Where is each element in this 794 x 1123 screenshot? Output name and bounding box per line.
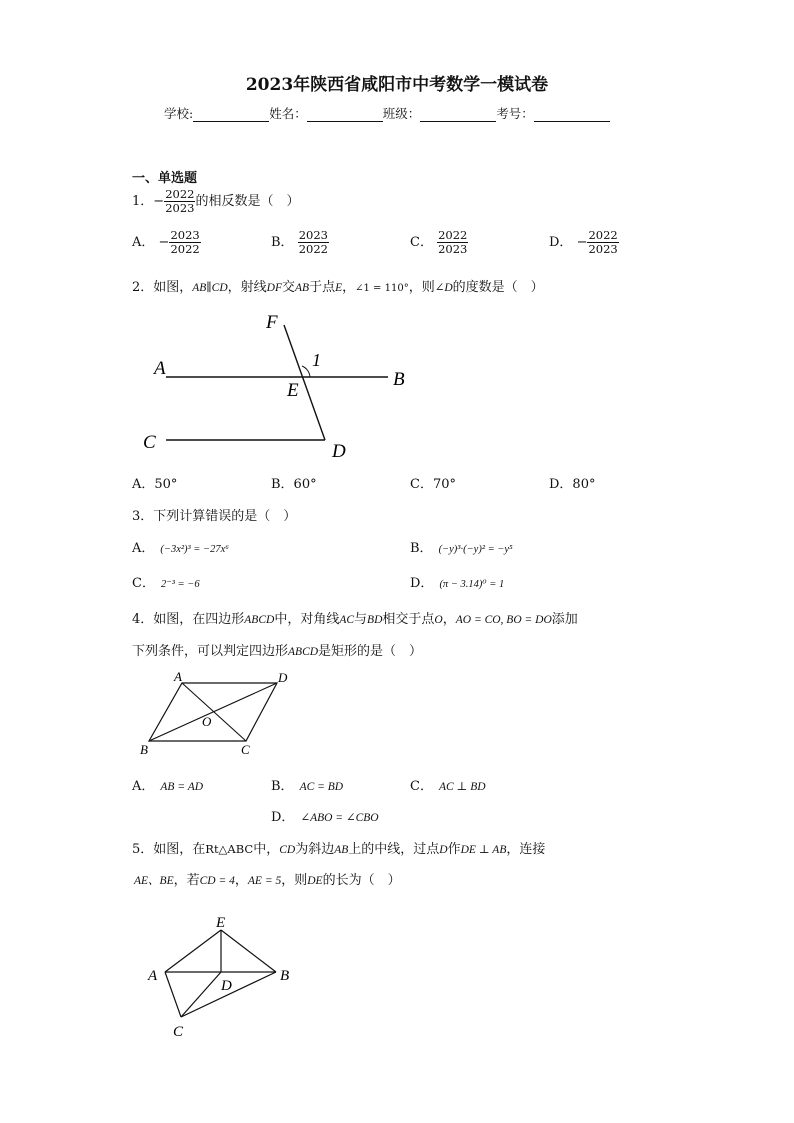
option-label: B． [410, 541, 433, 556]
denominator: 2022 [170, 242, 200, 256]
fraction [169, 229, 200, 256]
text: 是矩形的是（ ） [318, 644, 423, 659]
fraction [164, 188, 195, 215]
option-label: C． [410, 779, 433, 794]
math: E [335, 282, 343, 294]
label-a: A [174, 669, 182, 684]
text: 交 [281, 280, 295, 295]
text: 5．如图，在 [132, 842, 206, 857]
option-label: D． [549, 235, 573, 250]
text: 作 [447, 842, 461, 857]
option-label: A． [132, 779, 155, 794]
numerator: 2022 [165, 187, 195, 201]
numerator: 2023 [298, 228, 328, 242]
label-c: C [241, 742, 250, 757]
q3-option-a[interactable] [132, 537, 229, 556]
expression: 2⁻³ = −6 [160, 579, 200, 590]
math: AE = 5 [247, 875, 282, 887]
math: CD = 4 [199, 875, 235, 887]
q4-option-c[interactable] [410, 775, 486, 794]
segment-eb [221, 930, 276, 972]
math: DE [307, 875, 323, 887]
math: AB∥CD [192, 282, 228, 294]
option-label: C． [132, 576, 155, 591]
text: 于点 [309, 280, 336, 295]
label-d: D [332, 441, 346, 462]
q2-figure [136, 308, 426, 466]
sign: − [576, 235, 588, 250]
numerator: 2022 [438, 228, 468, 242]
expression: (−y)³·(−y)² = −y⁵ [438, 544, 513, 555]
q1-option-b[interactable] [271, 229, 329, 256]
label-b: B [280, 968, 290, 984]
number-blank[interactable] [534, 109, 610, 122]
q1-option-c[interactable] [410, 229, 468, 256]
text: 中， [253, 842, 280, 857]
text: 4．如图，在四边形 [132, 612, 245, 627]
fraction [298, 229, 329, 256]
math: ∠D [434, 282, 453, 294]
q4-option-a[interactable] [132, 775, 203, 794]
q4-option-d[interactable] [271, 806, 379, 825]
segment-ae [165, 930, 221, 972]
math: Rt△ABC [205, 842, 254, 856]
option-label: B． [271, 779, 294, 794]
name-blank[interactable] [307, 109, 383, 122]
text: ，射线 [227, 280, 267, 295]
math: AB [295, 282, 310, 294]
label-f: F [266, 312, 278, 333]
segment-ac [165, 972, 181, 1017]
q4-option-b[interactable] [271, 775, 343, 794]
denominator: 2023 [438, 242, 468, 256]
math: ∠1 = 110° [355, 283, 409, 294]
option-label: C． [410, 235, 433, 250]
minus-sign: − [153, 194, 165, 209]
school-blank[interactable] [193, 109, 269, 122]
text: ，则 [408, 280, 435, 295]
math: D [439, 844, 448, 856]
page-title: 2023年陕西省咸阳市中考数学一模试卷 [245, 75, 549, 95]
math: ABCD [288, 646, 319, 658]
text: 相交于点 [382, 612, 435, 627]
expression: (π − 3.14)⁰ = 1 [439, 579, 505, 590]
q2-option-c[interactable]: C．70° [410, 477, 456, 492]
text: 上的中线，过点 [348, 842, 440, 857]
question-number: 1． [132, 194, 154, 209]
q4-figure [136, 668, 306, 760]
question-5 [132, 838, 545, 857]
math: AB [334, 844, 349, 856]
label-a: A [154, 358, 166, 379]
q3-option-b[interactable] [410, 537, 513, 556]
fraction [437, 229, 468, 256]
q1-option-d[interactable] [549, 229, 619, 256]
label-d: D [278, 670, 288, 685]
text: 的长为（ ） [322, 873, 401, 888]
option-label: D． [271, 810, 295, 825]
text: ，则 [281, 873, 308, 888]
question-1 [132, 188, 299, 215]
question-2 [132, 276, 544, 295]
school-label: 学校: [164, 106, 194, 121]
label-angle-1: 1 [312, 350, 321, 370]
label-c: C [173, 1024, 184, 1040]
option-label: D． [410, 576, 434, 591]
segment-cd [181, 972, 221, 1017]
label-a: A [148, 968, 158, 984]
expression: AC = BD [299, 781, 344, 793]
q2-option-a[interactable]: A．50° [132, 477, 178, 492]
sign: − [158, 235, 170, 250]
denominator: 2023 [588, 242, 618, 256]
math: AO = CO, BO = DO [455, 614, 552, 626]
text: ， [342, 280, 356, 295]
text: 添加 [551, 612, 578, 627]
text: ， [234, 873, 248, 888]
text: 与 [354, 612, 368, 627]
question-5-line2 [134, 869, 401, 888]
math: ABCD [244, 614, 275, 626]
label-e: E [216, 915, 226, 931]
q2-option-d[interactable]: D．80° [549, 477, 596, 492]
student-info-line [164, 104, 610, 122]
text: 的度数是（ ） [452, 280, 544, 295]
text: ，连接 [506, 842, 546, 857]
denominator: 2023 [165, 201, 195, 215]
label-o: O [202, 714, 212, 729]
denominator: 2022 [298, 242, 328, 256]
numerator: 2022 [588, 228, 618, 242]
expression: ∠ABO = ∠CBO [300, 812, 379, 824]
question-4 [132, 608, 578, 627]
label-b: B [140, 742, 148, 757]
expression: AC ⊥ BD [438, 781, 486, 793]
text: 为斜边 [295, 842, 335, 857]
text: ， [442, 612, 456, 627]
q3-option-d[interactable] [410, 572, 504, 591]
q3-option-c[interactable] [132, 572, 200, 591]
text: 中，对角线 [274, 612, 340, 627]
q5-figure [140, 910, 310, 1040]
question-text: 的相反数是（ ） [195, 194, 300, 209]
section-heading: 一、单选题 [132, 171, 198, 186]
math: DE ⊥ AB [460, 844, 507, 856]
option-label: A． [132, 541, 155, 556]
math: CD [279, 844, 296, 856]
question-3: 3．下列计算错误的是（ ） [132, 509, 297, 524]
math: AC [339, 614, 355, 626]
option-label: B． [271, 235, 294, 250]
fraction [587, 229, 618, 256]
numerator: 2023 [170, 228, 200, 242]
expression: AB = AD [160, 781, 204, 793]
q1-option-a[interactable] [132, 229, 201, 256]
class-blank[interactable] [420, 109, 496, 122]
number-label: 考号： [496, 106, 534, 121]
text: 下列条件，可以判定四边形 [132, 644, 289, 659]
math: DF [266, 282, 282, 294]
text: ，若 [173, 873, 200, 888]
question-4-line2 [132, 640, 422, 659]
math: BD [367, 614, 383, 626]
label-e: E [287, 380, 299, 401]
text: 2．如图， [132, 280, 193, 295]
diagonal-bd [149, 683, 277, 741]
math: AE、BE [134, 875, 174, 887]
q2-option-b[interactable]: B．60° [271, 477, 317, 492]
class-label: 班级： [382, 106, 421, 121]
option-label: A． [132, 235, 155, 250]
name-label: 姓名： [269, 106, 307, 121]
angle-arc [302, 366, 310, 377]
label-c: C [143, 432, 156, 453]
label-b: B [393, 369, 405, 390]
label-d: D [221, 978, 232, 994]
expression: (−3x²)³ = −27x⁶ [160, 544, 229, 555]
math: O [434, 614, 443, 626]
